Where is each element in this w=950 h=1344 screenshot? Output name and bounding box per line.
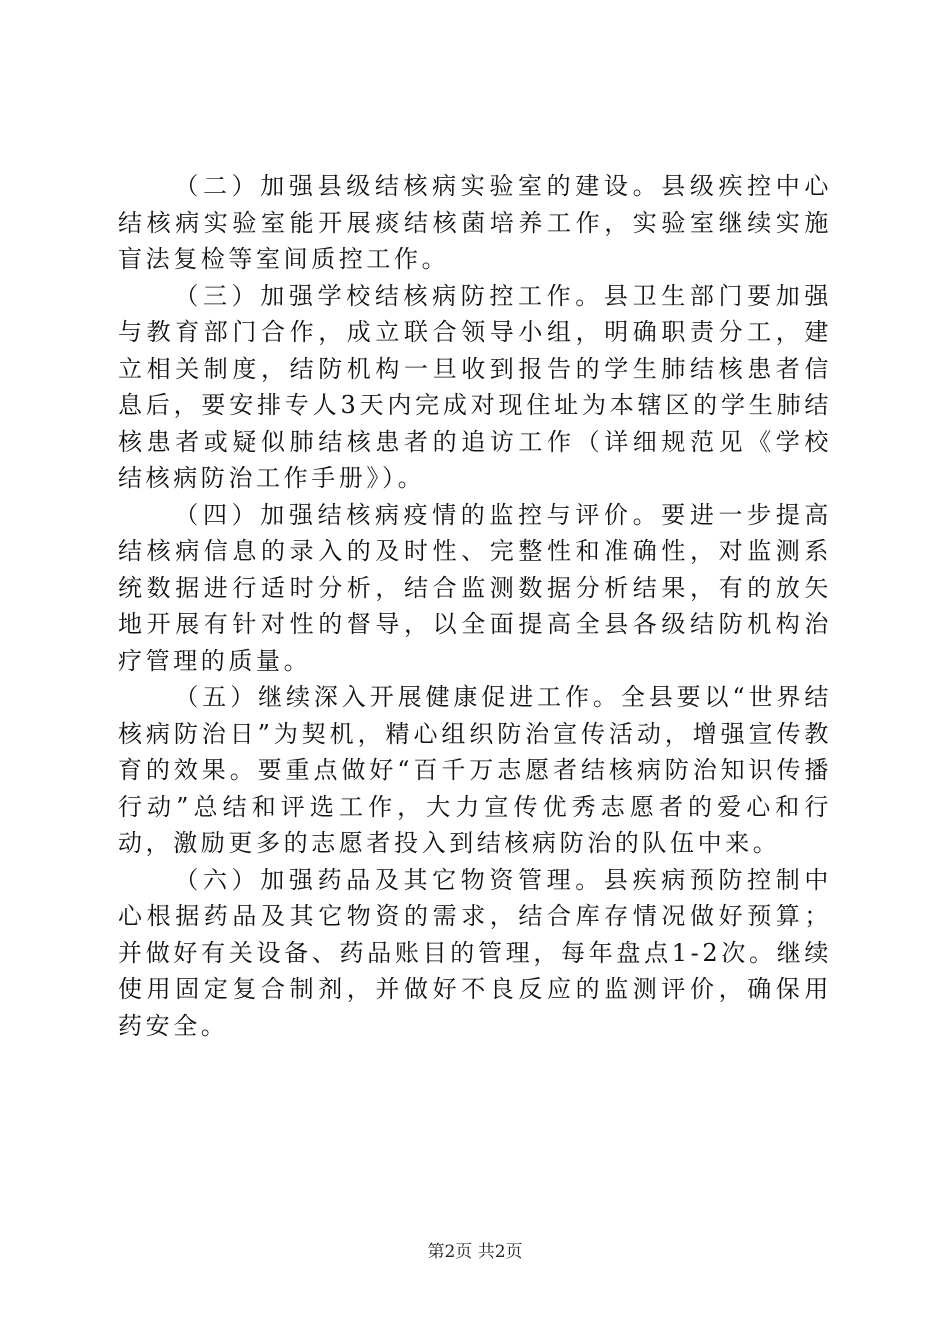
paragraph-health-promotion: （五）继续深入开展健康促进工作。全县要以“世界结核病防治日”为契机，精心组织防治宣传活动，增强宣传教育的效果。要重点做好“百千万志愿者结核病防治知识传播行动”总结和评选工作，大力宣传优秀志愿者的爱心和行动，激励更多的志愿者投入到结核病防治的队伍中来。 xyxy=(118,683,832,857)
paragraph-epidemic-monitoring: （四）加强结核病疫情的监控与评价。要进一步提高结核病信息的录入的及时性、完整性和准确性，对监测系统数据进行适时分析，结合监测数据分析结果，有的放矢地开展有针对性的督导，以全面提高全县各级结防机构治疗管理的质量。 xyxy=(118,500,832,675)
paragraph-lab-construction: （二）加强县级结核病实验室的建设。县级疾控中心结核病实验室能开展痰结核菌培养工作，实验室继续实施盲法复检等室间质控工作。 xyxy=(118,172,832,273)
paragraph-school-tb-control: （三）加强学校结核病防控工作。县卫生部门要加强与教育部门合作，成立联合领导小组，明确职责分工，建立相关制度，结防机构一旦收到报告的学生肺结核患者信息后，要安排专人3天内完成对现住址为本辖区的学生肺结核患者或疑似肺结核患者的追访工作（详细规范见《学校结核病防治工作手册》）。 xyxy=(118,281,832,492)
paragraph-drug-management: （六）加强药品及其它物资管理。县疾病预防控制中心根据药品及其它物资的需求，结合库存情况做好预算；并做好有关设备、药品账目的管理，每年盘点1-2次。继续使用固定复合制剂，并做好不良反应的监测评价，确保用药安全。 xyxy=(118,865,832,1040)
page-number-footer: 第2页 共2页 xyxy=(427,1242,523,1262)
document-body xyxy=(118,168,832,1044)
